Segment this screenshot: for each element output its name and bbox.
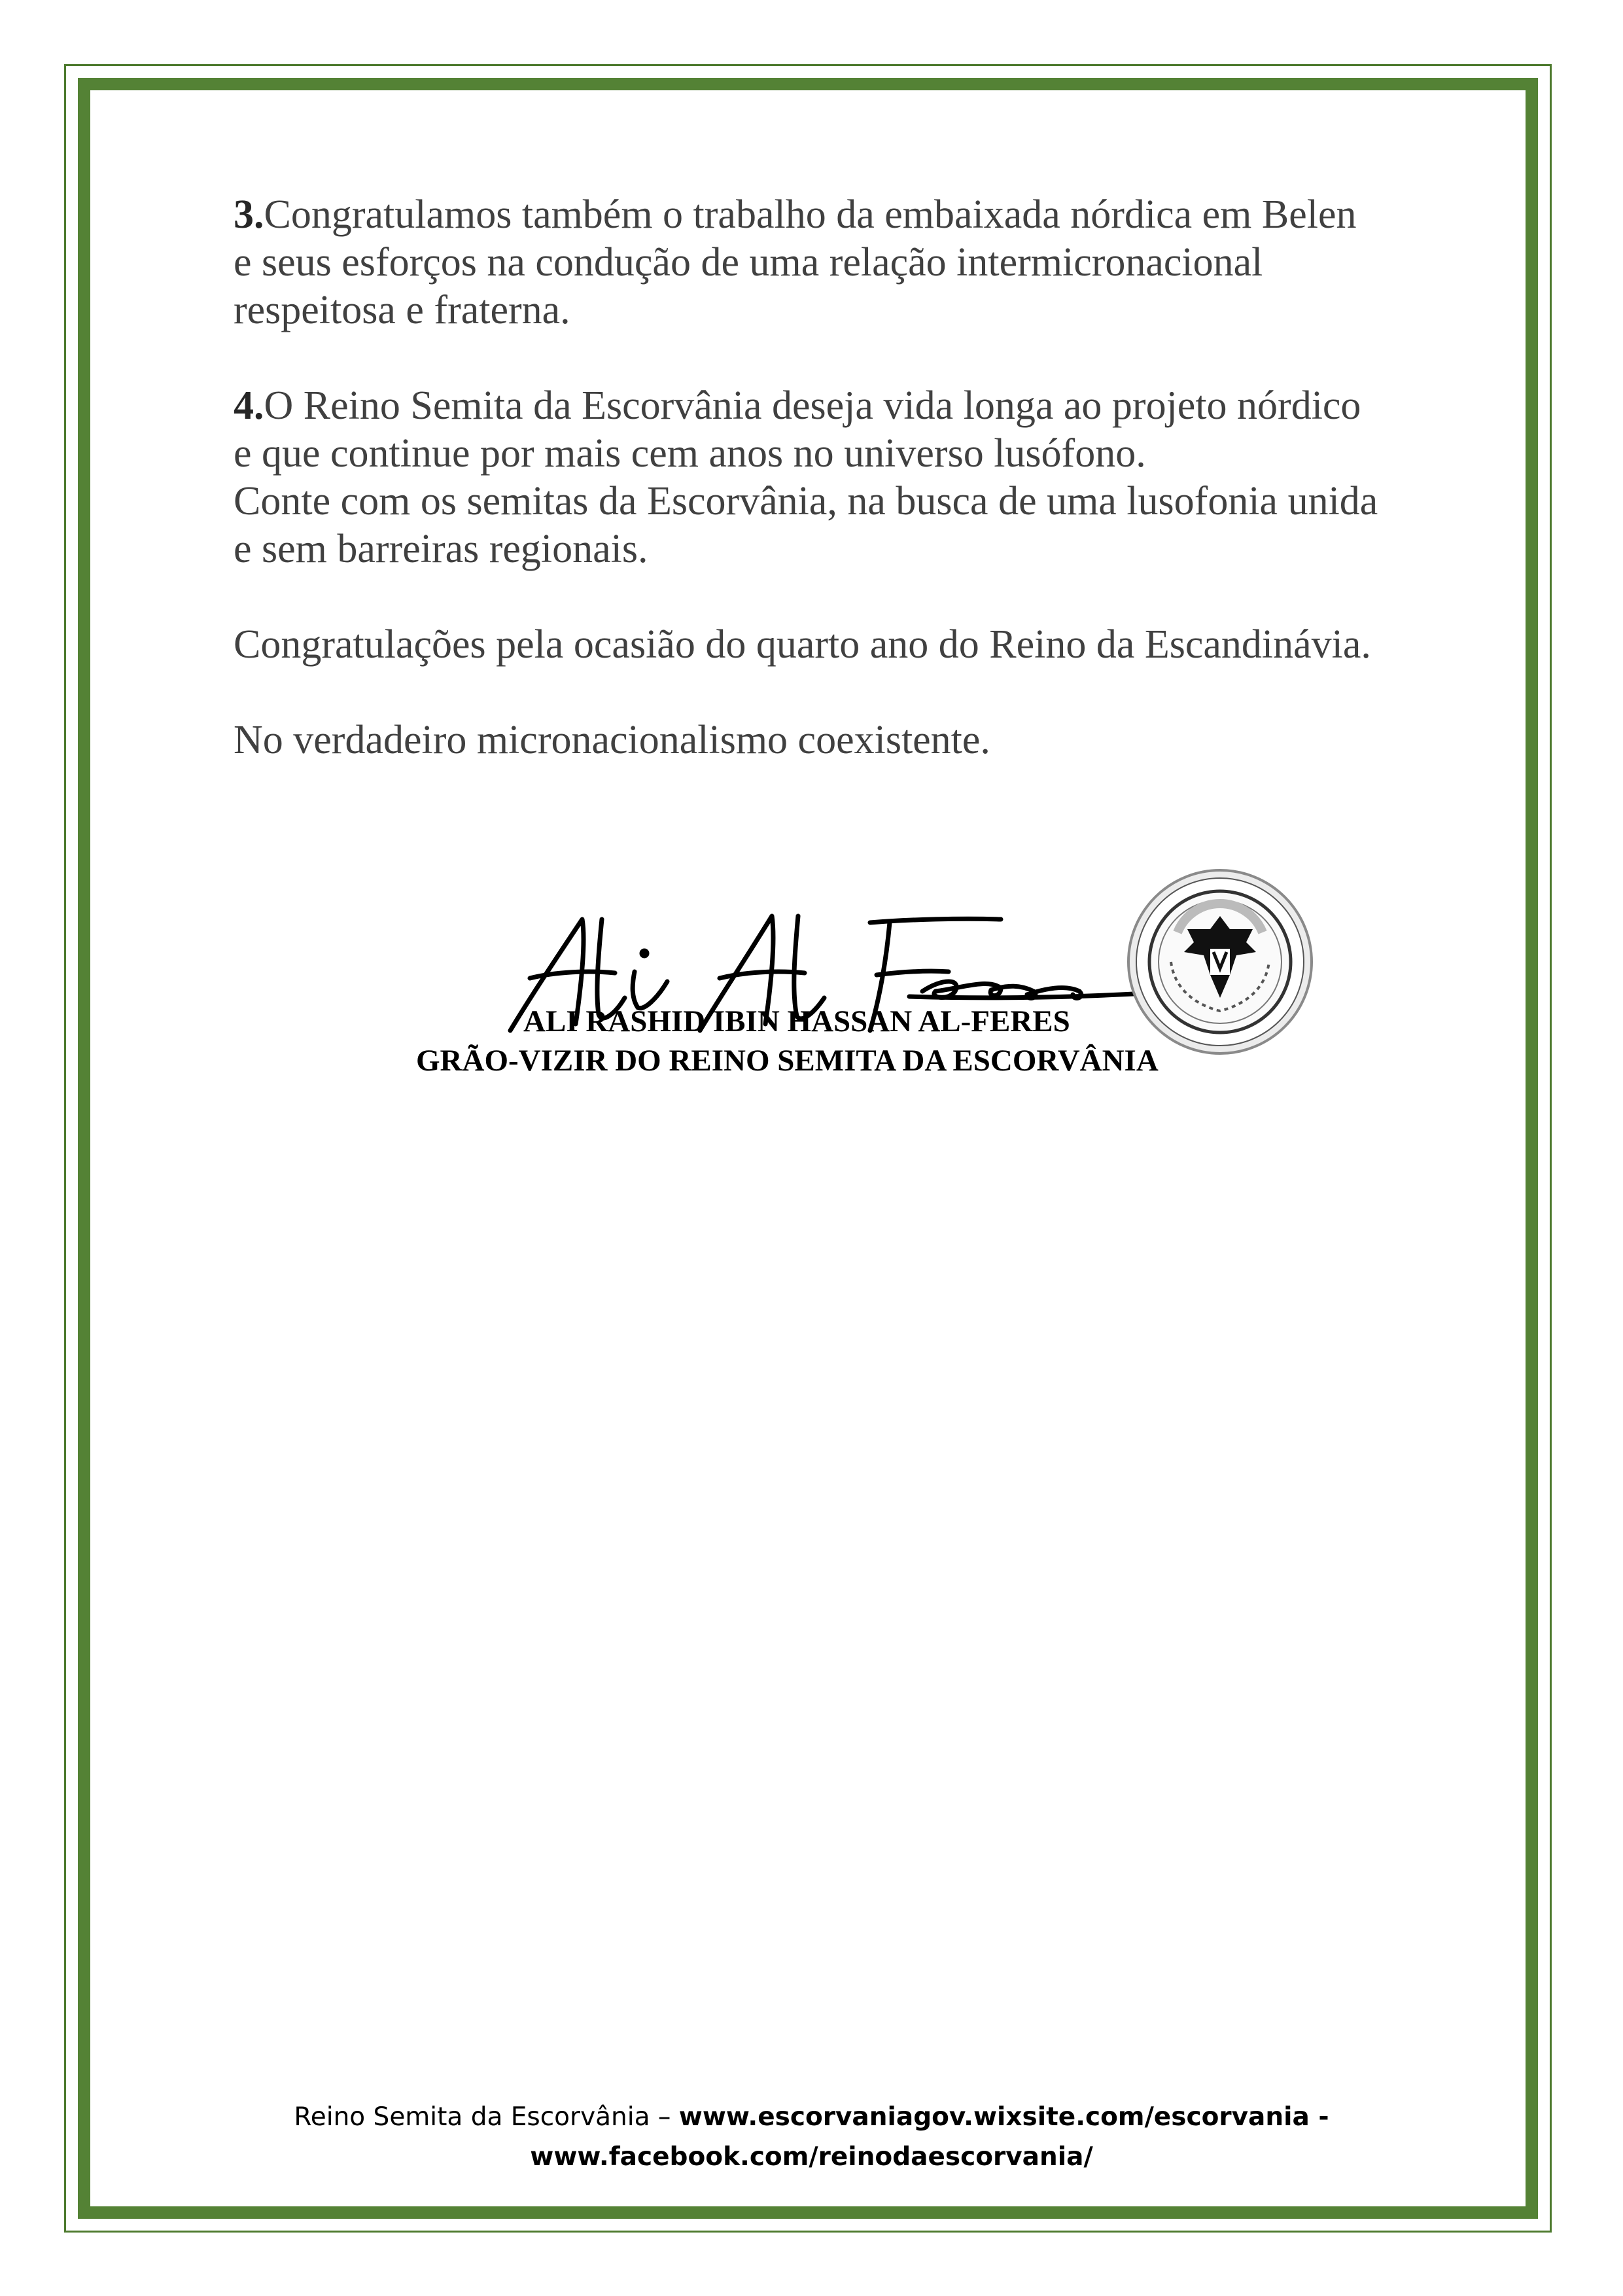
signer-title: GRÃO-VIZIR DO REINO SEMITA DA ESCORVÂNIA [416, 1044, 1159, 1078]
footer-line-2 [0, 2137, 1623, 2177]
congratulations-paragraph [234, 621, 1476, 669]
footer-line-1 [0, 2097, 1623, 2137]
closing-paragraph [234, 716, 1476, 764]
paragraph-4 [234, 382, 1476, 573]
paragraph-text: O Reino Semita da Escorvânia deseja vida longa ao projeto nórdico e que continue por mais cem anos no universo lusófono. Conte com os semitas da Escorvânia, na busca de uma lusofonia unida e sem barreiras regionais. [234, 383, 1378, 571]
paragraph-text: Congratulamos também o trabalho da embaixada nórdica em Belen e seus esforços na condução de uma relação intermicronacional respeitosa e fraterna. [234, 192, 1357, 332]
paragraph-number: 3. [234, 192, 264, 237]
paragraph-text: Congratulações pela ocasião do quarto ano do Reino da Escandinávia. [234, 622, 1371, 667]
official-seal [1122, 864, 1318, 1060]
letter-body [234, 191, 1476, 812]
paragraph-3 [234, 191, 1476, 334]
footer [0, 2097, 1623, 2177]
footer-org-name: Reino Semita da Escorvânia – [294, 2102, 679, 2132]
signer-name: ALI RASHID IBIN HASSAN AL-FERES [523, 1004, 1070, 1038]
paragraph-number: 4. [234, 383, 264, 428]
website-link[interactable]: www.escorvaniagov.wixsite.com/escorvania - [678, 2102, 1329, 2132]
facebook-link[interactable]: www.facebook.com/reinodaescorvania/ [530, 2142, 1093, 2172]
paragraph-text: No verdadeiro micronacionalismo coexistente. [234, 718, 990, 762]
